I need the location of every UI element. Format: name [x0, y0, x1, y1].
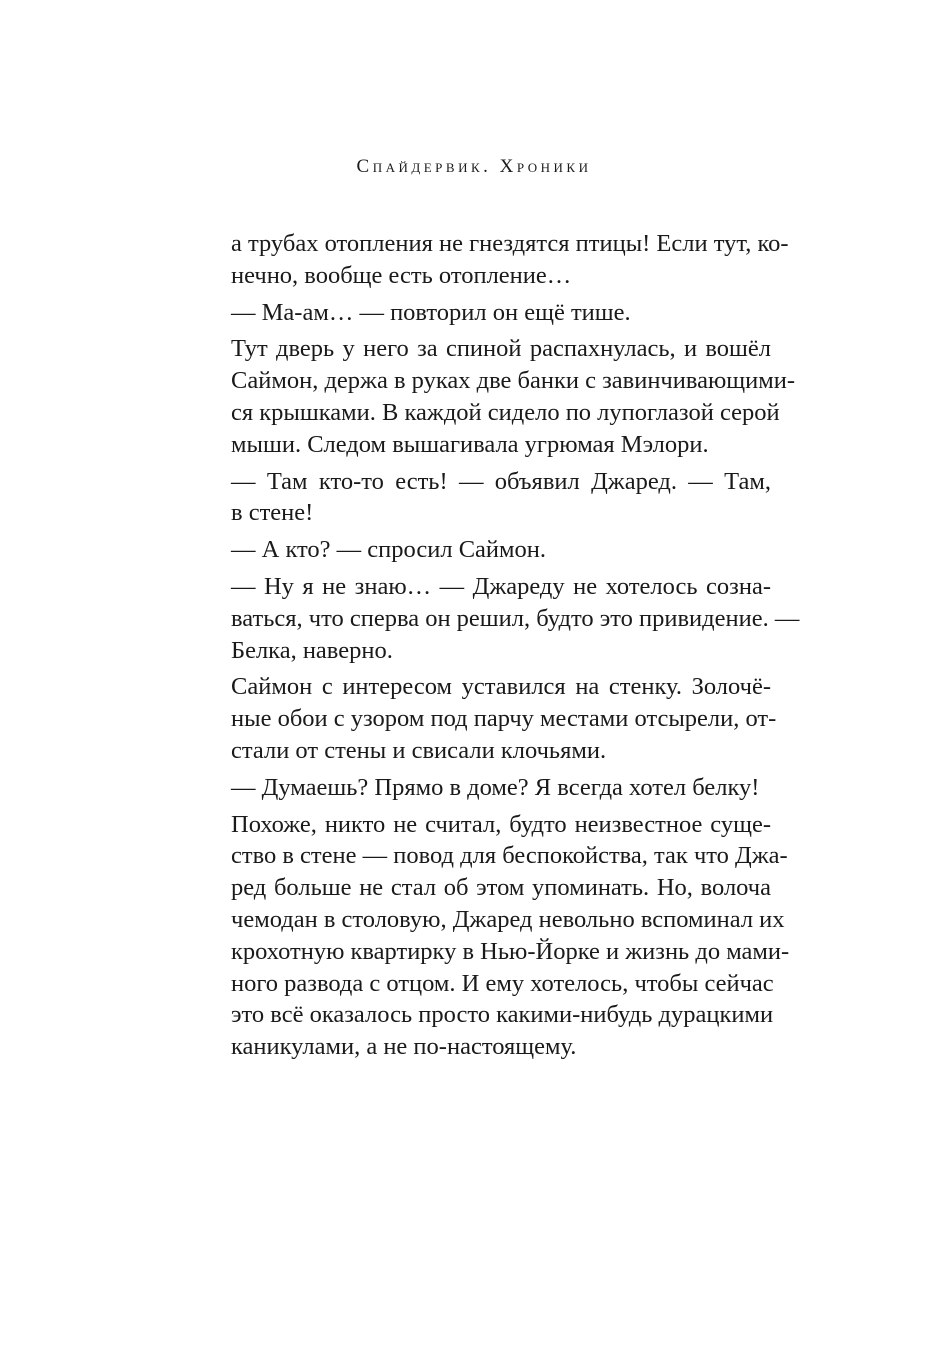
- text-line: нечно, вообще есть отопление…: [231, 261, 572, 289]
- text-line: — Ну я не знаю… — Джареду не хотелось созна-: [231, 572, 771, 600]
- text-line: ред больше не стал об этом упоминать. Но, волоча: [231, 874, 771, 902]
- text-line: ного развода с отцом. И ему хотелось, чтобы сейчас: [231, 969, 774, 997]
- body-text: [231, 228, 800, 1063]
- text-line: Саймон с интересом уставился на стенку. Золочё-: [231, 673, 771, 701]
- text-line: — Думаешь? Прямо в доме? Я всегда хотел белку!: [231, 773, 760, 801]
- text-line: каникулами, а не по-настоящему.: [231, 1033, 577, 1061]
- text-line: ваться, что сперва он решил, будто это привидение. —: [231, 604, 800, 632]
- text-line: чемодан в столовую, Джаред невольно вспоминал их: [231, 905, 785, 933]
- text-line: Саймон, держа в руках две банки с завинчивающими-: [231, 367, 796, 395]
- text-line: Белка, наверно.: [231, 636, 393, 664]
- text-line: а трубах отопления не гнездятся птицы! Если тут, ко-: [231, 230, 789, 257]
- text-line: это всё оказалось просто какими-нибудь дурацкими: [231, 1001, 774, 1029]
- running-header: Спайдервик. Хроники: [356, 156, 592, 177]
- text-line: — Ма-ам… — повторил он ещё тише.: [231, 298, 631, 326]
- text-line: — А кто? — спросил Саймон.: [231, 536, 547, 564]
- text-line: ные обои с узором под парчу местами отсырели, от-: [231, 705, 777, 733]
- text-line: ся крышками. В каждой сидело по лупоглазой серой: [231, 398, 780, 426]
- text-line: Похоже, никто не считал, будто неизвестное суще-: [231, 810, 771, 838]
- text-line: мыши. Следом вышагивала угрюмая Мэлори.: [231, 430, 709, 458]
- text-line: стали от стены и свисали клочьями.: [231, 736, 607, 764]
- text-line: — Там кто-то есть! — объявил Джаред. — Там,: [231, 467, 771, 495]
- text-line: крохотную квартирку в Нью-Йорке и жизнь до мами-: [231, 937, 790, 965]
- text-line: в стене!: [231, 499, 314, 527]
- text-line: Тут дверь у него за спиной распахнулась, и вошёл: [231, 335, 771, 363]
- text-line: ство в стене — повод для беспокойства, так что Джа-: [231, 842, 788, 870]
